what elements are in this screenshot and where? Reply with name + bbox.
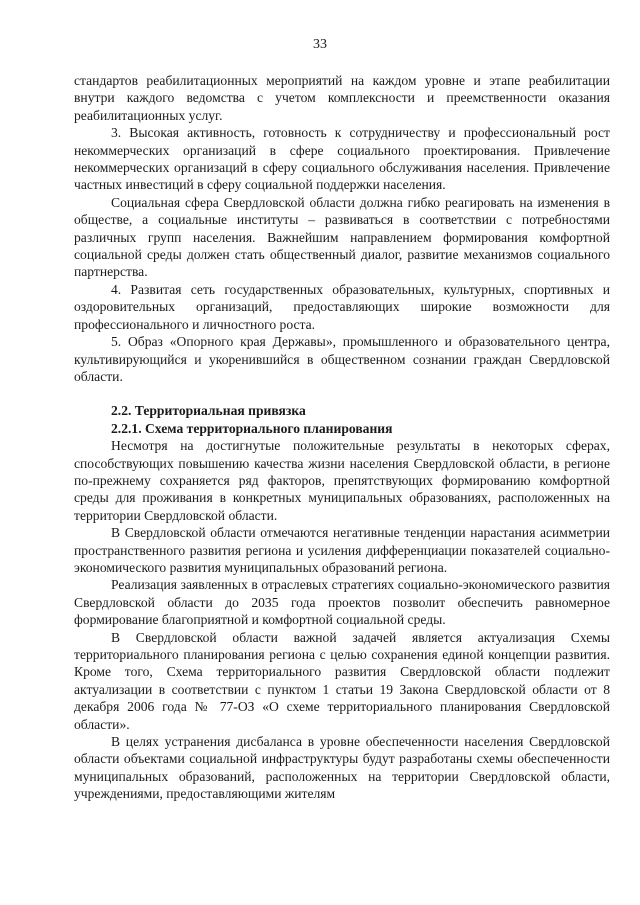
paragraph: Несмотря на достигнутые положительные результаты в некоторых сферах, способствующих повышению качества жизни населения Свердловской области, в регионе по-прежнему сохраняется ряд факторов, препятствующих формированию комфортной среды для проживания в конкретных муниципальных образованиях, расположенных на территории Свердловской области.	[74, 438, 610, 523]
paragraph: стандартов реабилитационных мероприятий на каждом уровне и этапе реабилитации внутри каждого ведомства с учетом комплексности и преемственности оказания реабилитационных услуг.	[74, 73, 610, 123]
paragraph: Социальная сфера Свердловской области должна гибко реагировать на изменения в обществе, а социальные институты – развиваться в соответствии с потребностями различных групп населения. Важнейшим направлением формирования комфортной социальной среды должен стать общественный диалог, развитие механизмов социального партнерства.	[74, 194, 610, 280]
spacer	[74, 385, 610, 402]
paragraph: В Свердловской области важной задачей является актуализация Схемы территориального планирования региона с целью сохранения единой концепции развития. Кроме того, Схема территориального развития Свердловской области подлежит актуализации в соответствии с пунктом 1 статьи 19 Закона Свердловской области от 8 декабря 2006 года № 77-ОЗ «О схеме территориального планирования Свердловской области».	[74, 629, 610, 732]
section-heading: 2.2. Территориальная привязка	[111, 403, 306, 419]
paragraph: В целях устранения дисбаланса в уровне обеспеченности населения Свердловской области объектами социальной инфраструктуры будут разработаны схемы обеспеченности муниципальных образований, расположенных на территории Свердловской области, учреждениями, предоставляющими жителям	[74, 734, 610, 802]
paragraph: 5. Образ «Опорного края Державы», промышленного и образовательного центра, культивирующийся и укоренившийся в общественном сознании граждан Свердловской области.	[74, 334, 610, 384]
page-number: 33	[313, 37, 327, 52]
paragraph: 4. Развитая сеть государственных образовательных, культурных, спортивных и оздоровительных организаций, предоставляющих широкие возможности для профессионального и личностного роста.	[74, 281, 610, 332]
page-content	[74, 72, 610, 803]
paragraph: Реализация заявленных в отраслевых стратегиях социально-экономического развития Свердловской области до 2035 года проектов позволит обеспечить равномерное формирование благоприятной и комфортной социальной среды.	[74, 577, 610, 628]
paragraph: 3. Высокая активность, готовность к сотрудничеству и профессиональный рост некоммерческих организаций в сфере социального проектирования. Привлечение некоммерческих организаций в сферу социального обслуживания населения. Привлечение частных инвестиций в сферу социальной поддержки населения.	[74, 125, 610, 193]
subsection-heading: 2.2.1. Схема территориального планирования	[111, 420, 393, 436]
paragraph: В Свердловской области отмечаются негативные тенденции нарастания асимметрии пространственного развития региона и усиления дифференциации показателей социально-экономического развития муниципальных образований региона.	[74, 525, 610, 575]
